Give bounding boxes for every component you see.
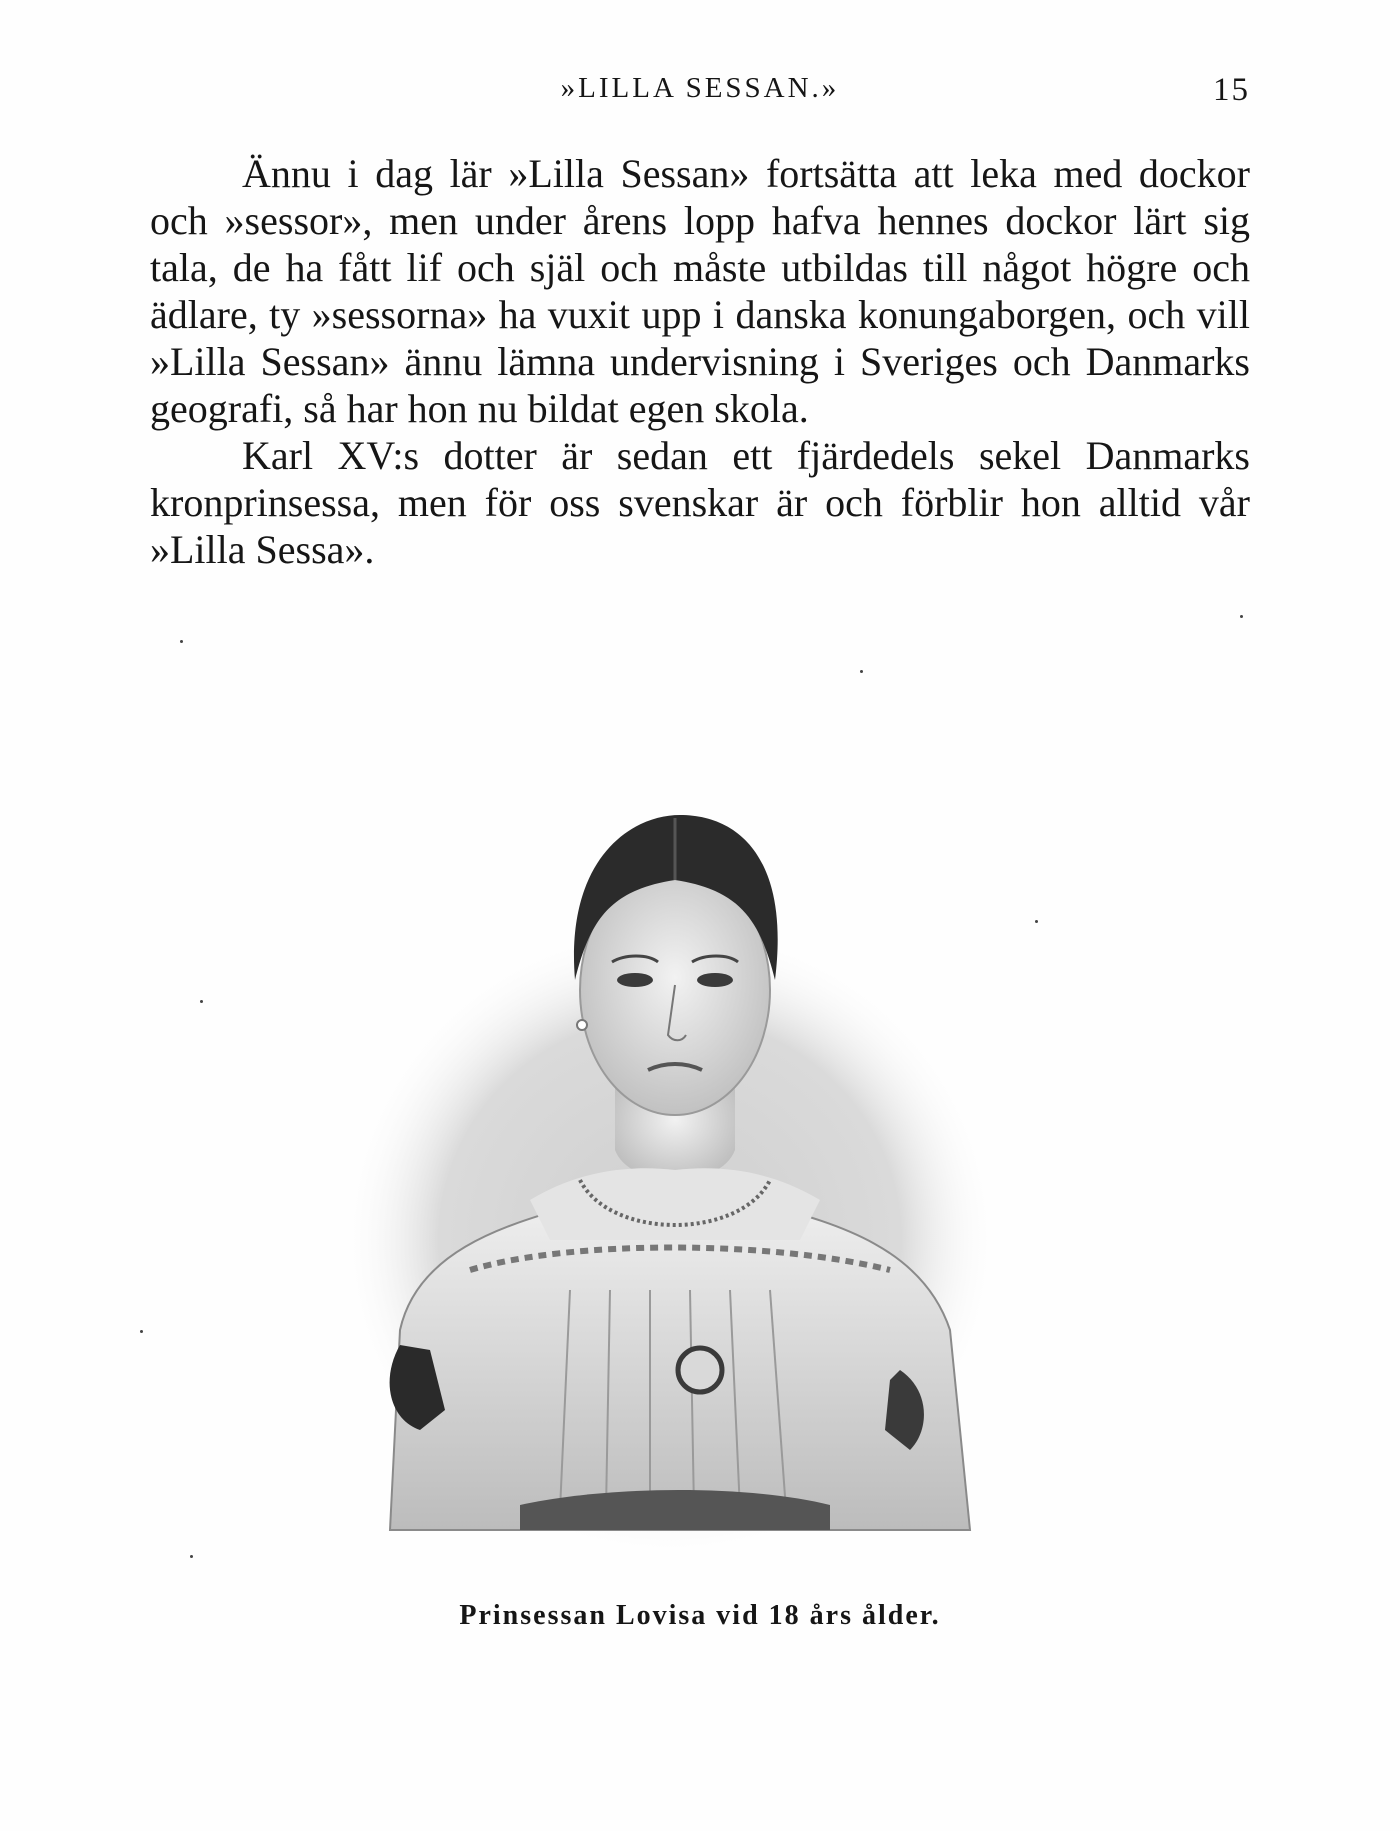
scan-speck — [140, 1330, 143, 1333]
paragraph-1: Ännu i dag lär »Lilla Sessan» fortsätta att leka med dockor och »sessor», men under årens lopp hafva hennes dockor lärt sig tala, de ha fått lif och själ och måste utbildas till något högre och ädlare, ty »sessorna» ha vuxit upp i danska konungaborgen, och vill »Lilla Sessan» ännu lämna undervisning i Sveriges och Danmarks geografi, så har hon nu bildat egen skola. — [150, 151, 1250, 431]
page-number: 15 — [1213, 72, 1250, 108]
running-head — [150, 72, 1250, 112]
figure-caption: Prinsessan Lovisa vid 18 års ålder. — [459, 1600, 941, 1631]
portrait-figure — [330, 770, 1030, 1560]
scan-speck — [180, 640, 183, 643]
running-title: »LILLA SESSAN.» — [560, 72, 840, 104]
scan-speck — [1240, 615, 1243, 618]
paragraph-2: Karl XV:s dotter är sedan ett fjärdedels sekel Danmarks kronprinsessa, men för oss svenskar är och förblir hon alltid vår »Lilla Sessa». — [150, 433, 1250, 572]
portrait-illustration — [330, 770, 1030, 1560]
scan-speck — [190, 1555, 193, 1558]
scan-speck — [200, 1000, 203, 1003]
scan-speck — [1035, 920, 1038, 923]
scan-speck — [860, 670, 863, 673]
body-text — [150, 150, 1250, 573]
brooch-shape — [678, 1348, 722, 1392]
